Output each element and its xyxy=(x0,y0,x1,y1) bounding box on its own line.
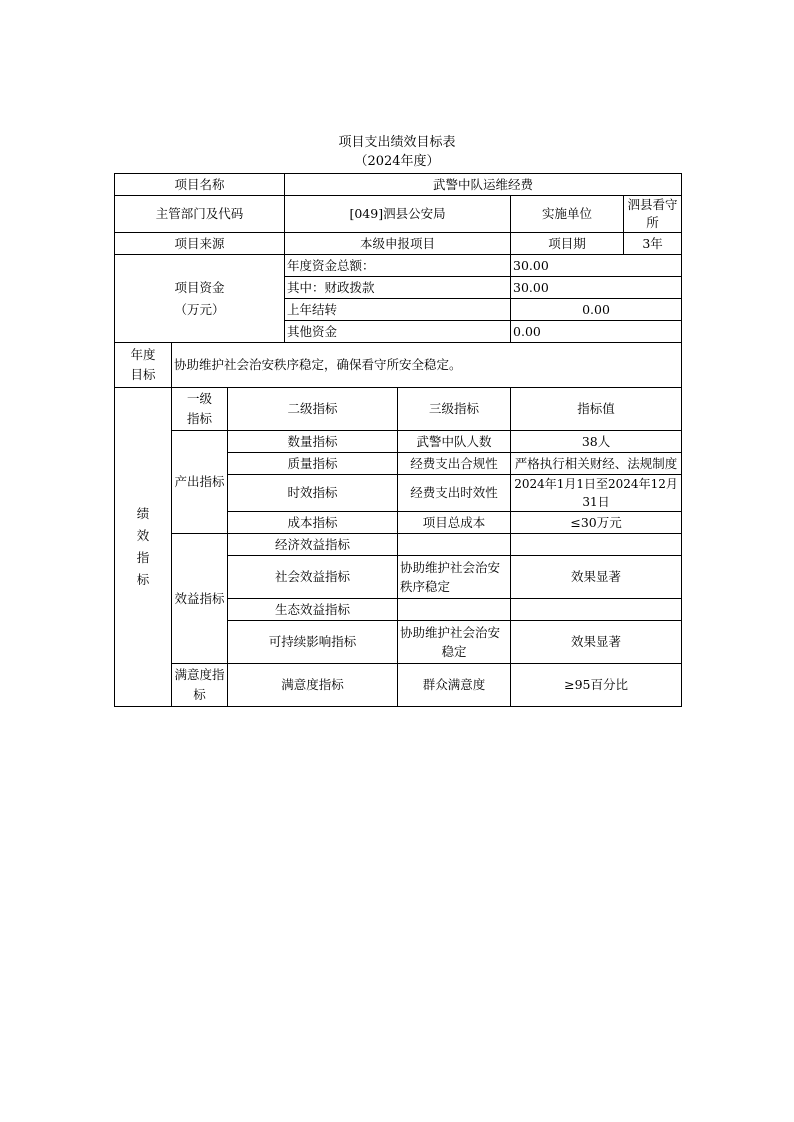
perf-label-char: 绩 xyxy=(136,506,150,521)
project-name-label: 项目名称 xyxy=(115,174,285,196)
row-funds-total xyxy=(115,255,682,277)
fiscal-value: 30.00 xyxy=(511,277,682,299)
impl-unit-label: 实施单位 xyxy=(511,196,624,233)
header-level3: 三级指标 xyxy=(398,388,511,431)
other-funds-label: 其他资金 xyxy=(285,321,511,343)
annual-goal-label-line2: 目标 xyxy=(130,367,156,382)
header-level2: 二级指标 xyxy=(228,388,398,431)
output-level2: 质量指标 xyxy=(228,453,398,475)
perf-label-char: 标 xyxy=(136,572,150,587)
annual-goal-value: 协助维护社会治安秩序稳定，确保看守所安全稳定。 xyxy=(172,343,682,388)
satisfaction-level2: 满意度指标 xyxy=(228,664,398,707)
output-value: 严格执行相关财经、法规制度 xyxy=(511,453,682,475)
header-value: 指标值 xyxy=(511,388,682,431)
annual-goal-label-line1: 年度 xyxy=(130,347,156,362)
table-row xyxy=(115,664,682,707)
benefit-level3-line1: 协助维护社会治安 xyxy=(400,560,501,575)
carryover-value: 0.00 xyxy=(511,299,682,321)
row-annual-goal xyxy=(115,343,682,388)
department-value: [049]泗县公安局 xyxy=(285,196,511,233)
benefit-value xyxy=(511,599,682,621)
funds-label-line1: 项目资金 xyxy=(174,279,225,295)
header-level1-line2: 指标 xyxy=(186,411,212,426)
source-value: 本级申报项目 xyxy=(285,233,511,255)
annual-goal-label xyxy=(115,343,172,388)
other-funds-value: 0.00 xyxy=(511,321,682,343)
document-title: 项目支出绩效目标表 xyxy=(338,135,456,150)
department-label: 主管部门及代码 xyxy=(115,196,285,233)
output-level3: 武警中队人数 xyxy=(398,431,511,453)
benefit-level2: 生态效益指标 xyxy=(228,599,398,621)
benefit-value: 效果显著 xyxy=(511,556,682,599)
impl-unit-value: 泗县看守所 xyxy=(624,196,682,233)
annual-total-value: 30.00 xyxy=(511,255,682,277)
output-level2: 数量指标 xyxy=(228,431,398,453)
performance-target-table xyxy=(114,173,682,707)
satisfaction-label-line1: 满意度指 xyxy=(174,667,225,682)
benefit-value: 效果显著 xyxy=(511,621,682,664)
satisfaction-value: ≥95百分比 xyxy=(511,664,682,707)
satisfaction-label-line2: 标 xyxy=(193,687,206,702)
carryover-label: 上年结转 xyxy=(285,299,511,321)
perf-label-char: 指 xyxy=(136,550,150,565)
output-value: 38人 xyxy=(511,431,682,453)
table-row xyxy=(115,431,682,453)
fiscal-label: 其中：财政拨款 xyxy=(285,277,511,299)
output-value: 2024年1月1日至2024年12月31日 xyxy=(511,475,682,512)
period-label: 项目期 xyxy=(511,233,624,255)
output-level3: 项目总成本 xyxy=(398,512,511,534)
benefit-value xyxy=(511,534,682,556)
perf-indicators-label xyxy=(115,388,172,707)
benefit-level3 xyxy=(398,621,511,664)
benefit-indicators-label: 效益指标 xyxy=(172,534,228,664)
output-level2: 成本指标 xyxy=(228,512,398,534)
row-department xyxy=(115,196,682,233)
benefit-level3-line1: 协助维护社会治安 xyxy=(400,625,501,640)
period-value: 3年 xyxy=(624,233,682,255)
benefit-level3 xyxy=(398,556,511,599)
benefit-level3 xyxy=(398,599,511,621)
output-indicators-label: 产出指标 xyxy=(172,431,228,534)
benefit-level3-line2: 稳定 xyxy=(441,644,467,659)
funds-label-line2: （万元） xyxy=(174,301,225,317)
output-level3: 经费支出时效性 xyxy=(398,475,511,512)
benefit-level3 xyxy=(398,534,511,556)
header-level1-line1: 一级 xyxy=(186,391,212,406)
table-row xyxy=(115,534,682,556)
row-source xyxy=(115,233,682,255)
row-perf-header xyxy=(115,388,682,431)
document-year: （2024年度） xyxy=(354,154,440,169)
benefit-level2: 可持续影响指标 xyxy=(228,621,398,664)
benefit-level2: 经济效益指标 xyxy=(228,534,398,556)
benefit-level3-line2: 秩序稳定 xyxy=(400,579,451,594)
perf-label-char: 效 xyxy=(136,528,150,543)
source-label: 项目来源 xyxy=(115,233,285,255)
project-name-value: 武警中队运维经费 xyxy=(285,174,682,196)
output-value: ≤30万元 xyxy=(511,512,682,534)
benefit-level2: 社会效益指标 xyxy=(228,556,398,599)
header-level1 xyxy=(172,388,228,431)
satisfaction-level3: 群众满意度 xyxy=(398,664,511,707)
satisfaction-indicators-label xyxy=(172,664,228,707)
output-level3: 经费支出合规性 xyxy=(398,453,511,475)
funds-label xyxy=(115,255,285,343)
row-project-name xyxy=(115,174,682,196)
annual-total-label: 年度资金总额： xyxy=(285,255,511,277)
output-level2: 时效指标 xyxy=(228,475,398,512)
